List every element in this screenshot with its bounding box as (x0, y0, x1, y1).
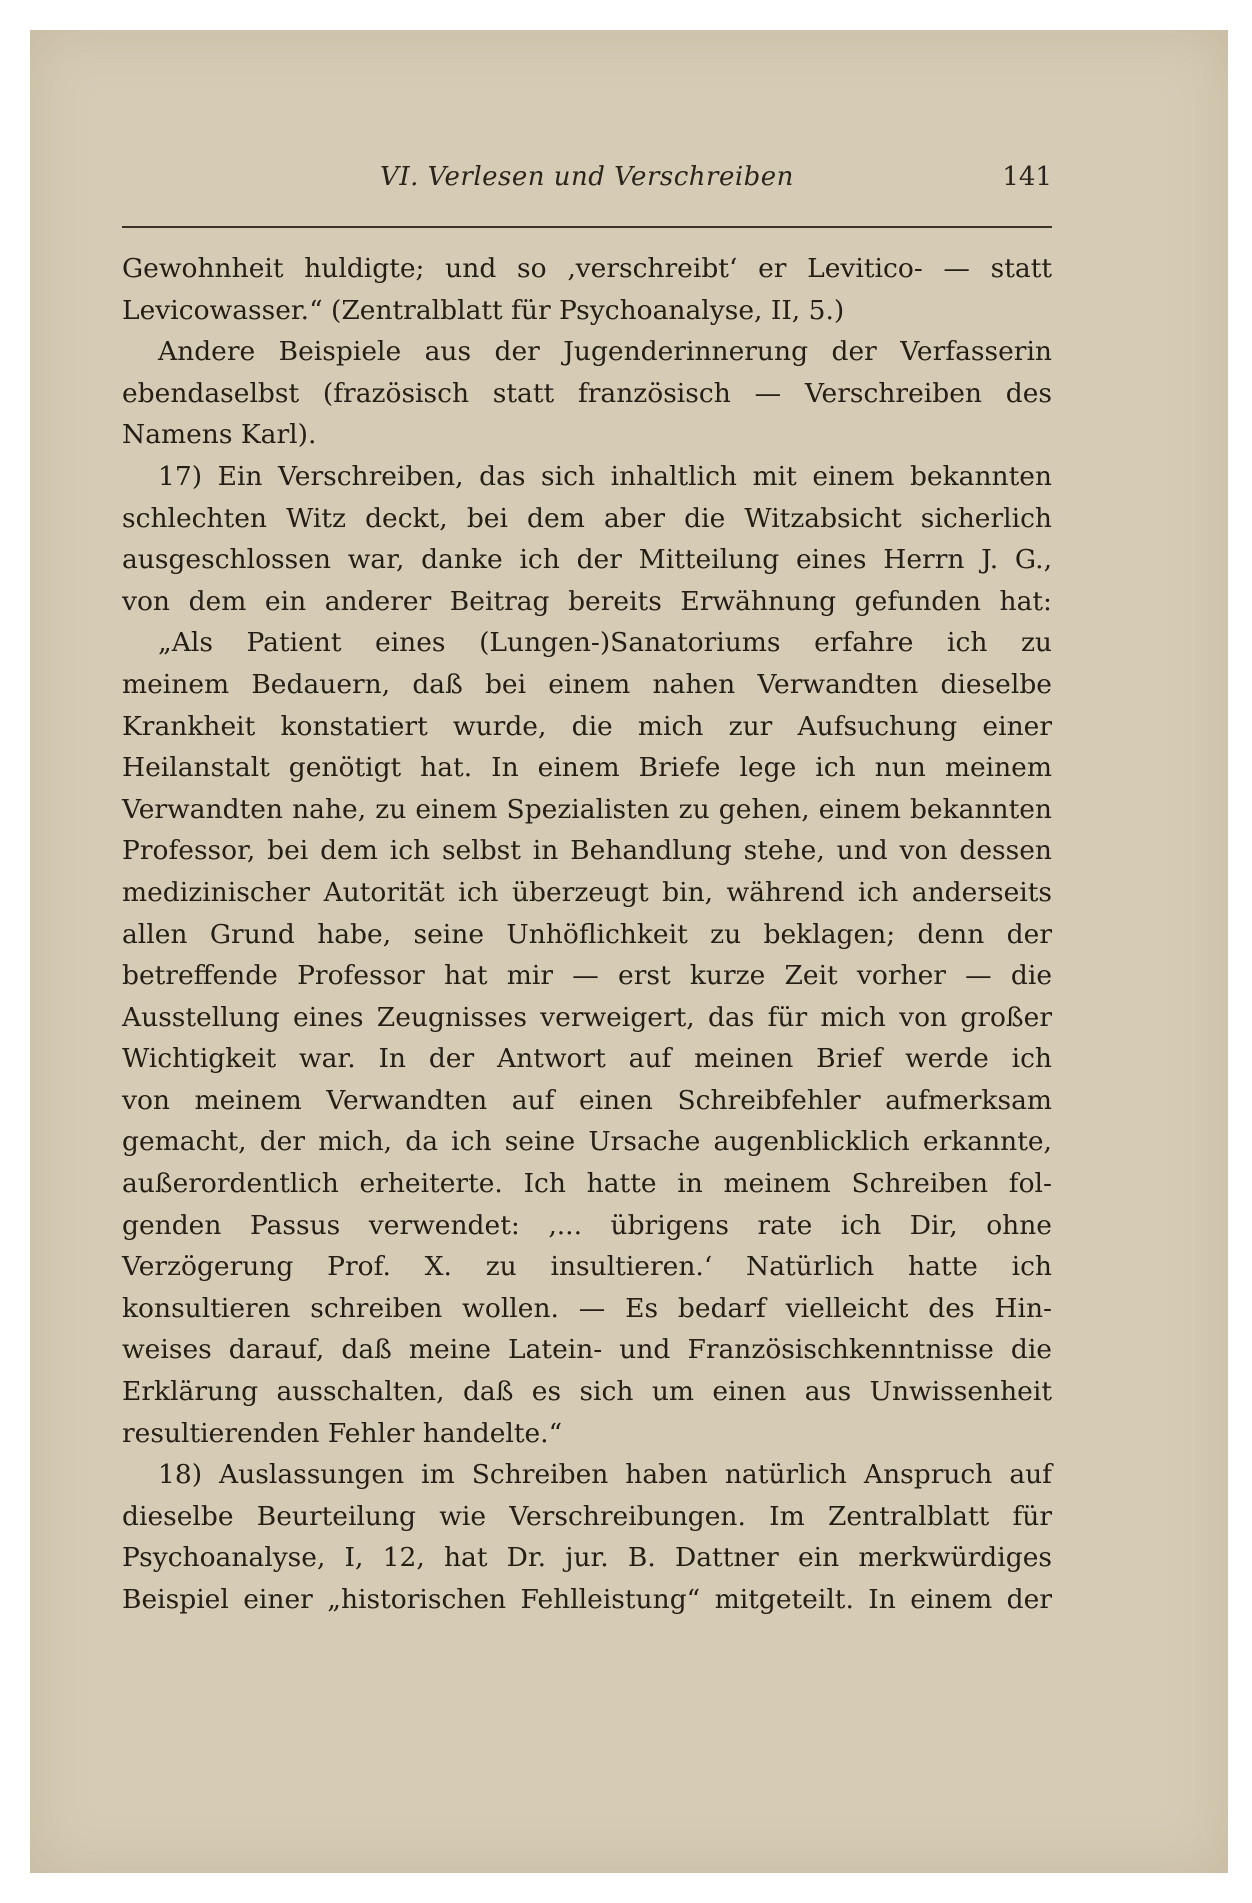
running-head: VI. Verlesen und Verschreiben (380, 162, 794, 192)
text-line: Beispiel einer „historischen Fehlleistung“ mitgeteilt. In einem der (122, 1584, 1052, 1615)
text-line: Ausstellung eines Zeugnisses verweigert, das für mich von großer (122, 1001, 1052, 1033)
text-line: konsultieren schreiben wollen. — Es bedarf vielleicht des Hin- (122, 1292, 1052, 1324)
text-line: ebendaselbst (frazösisch statt französisch — Verschreiben des (122, 377, 1052, 409)
text-line: 17) Ein Verschreiben, das sich inhaltlich mit einem bekannten (158, 460, 1052, 492)
text-line: meinem Bedauern, daß bei einem nahen Verwandten dieselbe (122, 668, 1052, 700)
text-line: Andere Beispiele aus der Jugenderinnerung der Verfasserin (158, 336, 1052, 368)
text-line: Wichtigkeit war. In der Antwort auf meinen Brief werde ich (122, 1043, 1052, 1075)
page-number: 141 (1002, 162, 1052, 192)
text-line: medizinischer Autorität ich überzeugt bin, während ich anderseits (122, 876, 1052, 908)
text-line: Verzögerung Prof. X. zu insultieren.‘ Natürlich hatte ich (122, 1251, 1052, 1283)
text-line: allen Grund habe, seine Unhöflichkeit zu beklagen; denn der (122, 918, 1052, 950)
body-text (122, 248, 1052, 1621)
text-line: Krankheit konstatiert wurde, die mich zur Aufsuchung einer (122, 710, 1052, 742)
text-line: schlechten Witz deckt, bei dem aber die Witzabsicht sicherlich (122, 502, 1052, 534)
text-line: resultierenden Fehler handelte.“ (122, 1417, 563, 1449)
text-line: Levicowasser.“ (Zentralblatt für Psychoanalyse, II, 5.) (122, 294, 845, 326)
text-line: Gewohnheit huldigte; und so ‚verschreibt‘ er Levitico- — statt (122, 253, 1052, 284)
text-line: von meinem Verwandten auf einen Schreibfehler aufmerksam (122, 1084, 1052, 1116)
text-line: Professor, bei dem ich selbst in Behandlung stehe, und von dessen (122, 835, 1052, 867)
text-line: 18) Auslassungen im Schreiben haben natürlich Anspruch auf (158, 1459, 1052, 1491)
page-header (122, 162, 1052, 212)
text-line: außerordentlich erheiterte. Ich hatte in meinem Schreiben fol- (122, 1168, 1052, 1200)
text-line: dieselbe Beurteilung wie Verschreibungen. Im Zentralblatt für (122, 1500, 1052, 1532)
text-line: genden Passus verwendet: ‚... übrigens rate ich Dir, ohne (122, 1209, 1052, 1241)
text-line: „Als Patient eines (Lungen-)Sanatoriums erfahre ich zu (158, 627, 1052, 659)
text-line: Psychoanalyse, I, 12, hat Dr. jur. B. Dattner ein merkwürdiges (122, 1542, 1052, 1574)
text-line: Erklärung ausschalten, daß es sich um einen aus Unwissenheit (122, 1376, 1052, 1408)
text-line: ausgeschlossen war, danke ich der Mitteilung eines Herrn J. G., (122, 544, 1052, 576)
text-line: betreffende Professor hat mir — erst kurze Zeit vorher — die (122, 960, 1052, 992)
text-line: Namens Karl). (122, 419, 317, 451)
text-line: gemacht, der mich, da ich seine Ursache augenblicklich erkannte, (122, 1126, 1052, 1158)
header-rule (122, 226, 1052, 228)
text-line: weises darauf, daß meine Latein- und Französischkenntnisse die (122, 1334, 1052, 1366)
text-line: von dem ein anderer Beitrag bereits Erwähnung gefunden hat: (122, 585, 1052, 617)
text-line: Heilanstalt genötigt hat. In einem Briefe lege ich nun meinem (122, 752, 1052, 784)
text-line: Verwandten nahe, zu einem Spezialisten zu gehen, einem bekannten (122, 793, 1052, 825)
